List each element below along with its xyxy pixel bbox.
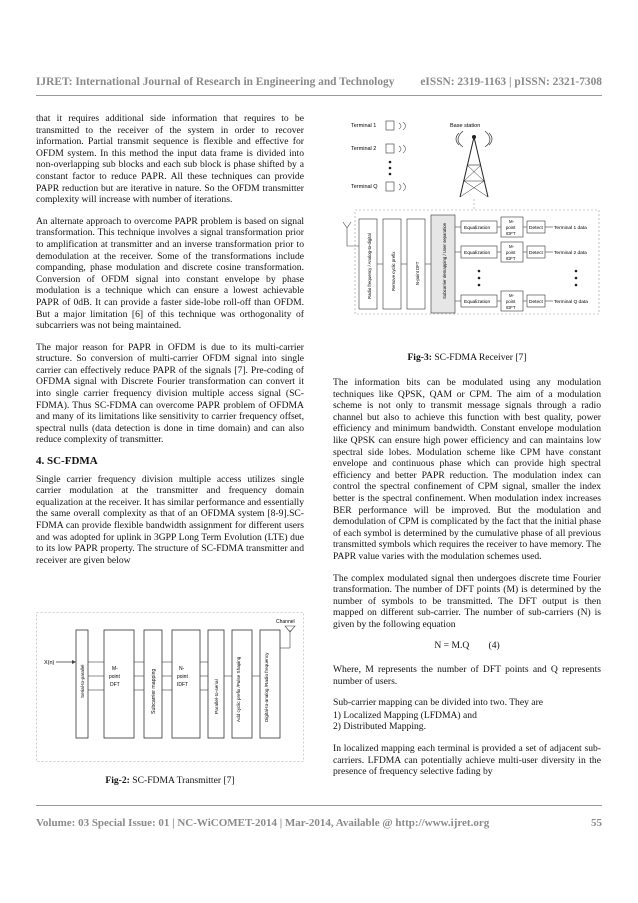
caption-label: Fig-2: (105, 775, 130, 786)
equalization-label: Equalization (464, 251, 491, 256)
idft-line: point (506, 299, 516, 304)
issn: eISSN: 2319-1163 | pISSN: 2321-7308 (420, 76, 602, 88)
list-item: 1) Localized Mapping (LFDMA) and (333, 709, 477, 721)
sc-fdma-transmitter-diagram (36, 612, 304, 762)
left-column (36, 113, 304, 576)
idft-line: N- (179, 666, 185, 672)
page-number: 55 (591, 817, 602, 829)
paragraph: An alternate approach to overcome PAPR problem is based on signal transformation. This technique involves a signal transformation prior to amplification at transmitter and an inverse transformation prior to demodulation at the receiver. Some of the transformations include companding, phase modulation and discrete cosine transformation. Conversion of OFDM signal into constant envelope by phase modulation is a technique which can ensure a lowest achievable PAPR of 0dB. It can provide a faster side-lobe roll-off than OFDM. But a major limitation [6] of this technique was orthogonality of subcarriers was not being maintained. (36, 215, 304, 332)
terminal-label: Terminal 2 (351, 146, 377, 152)
dac-rf-block (260, 630, 280, 738)
detect-label: Detect (529, 300, 543, 305)
idft-line: M- (509, 244, 515, 249)
list-item: 2) Distributed Mapping. (333, 721, 426, 733)
idft-line: IDFT (506, 256, 516, 261)
dft-line: DFT (110, 682, 120, 688)
terminal-label: Terminal 1 (351, 123, 377, 129)
block-label: Add cyclic prefix /Pulse Shaping (236, 656, 241, 722)
user-row (455, 242, 587, 262)
block-label: Radio frequency / Analog-to-digital (367, 233, 372, 299)
output-label: Terminal 2 data (554, 251, 587, 256)
block-label: Remove cyclic prefix (391, 251, 396, 291)
caption-text: SC-FDMA Transmitter [7] (129, 775, 235, 786)
idft-line: point (177, 674, 188, 680)
paragraph: The complex modulated signal then undergoes discrete time Fourier transformation. The number of DFT points (M) is determined by the number of symbols to be transmitted. The DFT output is then mapped on different sub-carrier. The number of sub-carriers (N) is given by the following equation (333, 572, 601, 630)
block-label: Subcarrier mapping (151, 668, 157, 714)
caption-text: SC-FDMA Receiver [7] (431, 352, 527, 363)
user-row (455, 291, 588, 311)
signal-icon (399, 183, 406, 191)
signal-icon (399, 122, 406, 130)
detect-label: Detect (529, 226, 543, 231)
block-label: Parallel-to-serial (215, 679, 220, 714)
sc-fdma-receiver-diagram (333, 115, 601, 330)
paragraph: that it requires additional side information that requires to be transmitted to the receiver of the system in order to recover information. Partial transmit sequence is flexible and effective for OFDM system. In this method the input data frame is divided into non-overlapping sub blocks and each sub block is phase shifted by a constant factor to reduce PAPR. All these techniques can provide PAPR reduction but are iterative in nature. So the OFDM transmitter complexity will increase with number of iterations. (36, 113, 304, 206)
paragraph: Sub-carrier mapping can be divided into two. They are (333, 697, 544, 709)
idft-line: point (506, 250, 516, 255)
output-label: Terminal Q data (554, 300, 588, 305)
add-cyclic-prefix-block (232, 630, 252, 738)
base-station-tower-icon (456, 131, 492, 197)
output-label: Terminal 1 data (554, 226, 587, 231)
block-label: Subcarrier demapping / User separation (442, 222, 447, 299)
handset-icon (386, 121, 394, 130)
figure-caption (333, 352, 601, 363)
signal-icon (399, 145, 406, 153)
input-label: X(n) (44, 660, 55, 666)
caption-label: Fig-3: (407, 352, 432, 363)
idft-line: M- (509, 219, 515, 224)
idft-line: IDFT (506, 231, 516, 236)
paragraph: Where, M represents the number of DFT points and Q represents number of users. (333, 664, 601, 687)
running-footer (36, 817, 602, 829)
equation: N = M.Q (4) (434, 640, 500, 652)
dft-line: M- (112, 666, 118, 672)
right-column (333, 377, 601, 788)
paragraph: In localized mapping each terminal is provided a set of adjacent sub-carriers. LFDMA can potentially achieve multi-user diversity in the presence of frequency selective fading by (333, 743, 601, 778)
journal-title: IJRET: International Journal of Research in Engineering and Technology (36, 76, 395, 88)
idft-line: M- (509, 293, 515, 298)
detect-label: Detect (529, 251, 543, 256)
user-row (455, 217, 587, 237)
footer-rule (36, 805, 602, 806)
section-heading: 4. SC-FDMA (36, 455, 98, 468)
antenna-icon (343, 222, 359, 246)
header-rule (36, 95, 602, 96)
block-label: N-point DFT (415, 261, 420, 285)
paragraph: The major reason for PAPR in OFDM is due to its multi-carrier structure. So conversion of multi-carrier OFDM signal into single carrier can effectively reduce PAPR of the signals [7]. Pre-coding of OFDMA signal with Discrete Fourier transformation can convert it into single carrier frequency division multiple access signal (SC-FDMA). Thus SC-FDMA can overcome PAPR problem of OFDMA and many of its limitations like sensitivity to carrier frequency offset, spectral nulls (data detection is done in time domain) and can also reduce complexity of transmitter. (36, 341, 304, 446)
block-label: Digital-to-analog /Radio frequency (264, 652, 269, 722)
handset-icon (386, 144, 394, 153)
base-station-label: Base station (450, 123, 481, 129)
dft-line: point (109, 674, 120, 680)
running-header (36, 76, 602, 88)
channel-label: Channel (276, 619, 295, 625)
terminal-label: Terminal Q (351, 184, 378, 190)
figure-caption (36, 775, 304, 786)
equalization-label: Equalization (464, 300, 491, 305)
idft-line: point (506, 225, 516, 230)
handset-icon (386, 182, 394, 191)
paragraph: Single carrier frequency division multiple access utilizes single carrier modulation at the transmitter and frequency domain equalization at the receiver. It has similar performance and essentially the same overall complexity as that of an OFDMA system [8-9].SC-FDMA can provide flexible bandwidth assignment for different users and was adopted for uplink in 3GPP Long Term Evolution (LTE) due to its low PAPR property. The structure of SC-FDMA transmitter and receiver are given below (36, 473, 304, 566)
paragraph: The information bits can be modulated using any modulation techniques like QPSK, QAM or CPM. The aim of a modulation scheme is not only to transmit message signals through a radio channel but also to achieve this function with best quality, power efficiency and minimum bandwidth. Constant envelope modulation like QPSK can ensure high power efficiency and can maintains low spectral side lobes. Modulation scheme like CPM have constant envelope and continuous phase which can provide high spectral efficiency and better PAPR reduction. The modulation index can control the spectral confinement of CPM signal, smaller the index better is the spectral confinement. When modulation index increases BER performance will be improved. But the modulation and demodulation of CPM is complicated by the fact that the initial phase of each symbol is determined by the cumulative phase of all previous transmitted symbols which requires the receiver to have memory. The PAPR value varies with the modulation schemes used. (333, 377, 601, 562)
volume-info: Volume: 03 Special Issue: 01 | NC-WiCOMET-2014 | Mar-2014, Available @ http://www.ijret.org (36, 817, 490, 829)
equalization-label: Equalization (464, 226, 491, 231)
idft-line: IDFT (177, 682, 189, 688)
block-label: Serial-to-parallel (80, 664, 85, 698)
idft-line: IDFT (506, 305, 516, 310)
